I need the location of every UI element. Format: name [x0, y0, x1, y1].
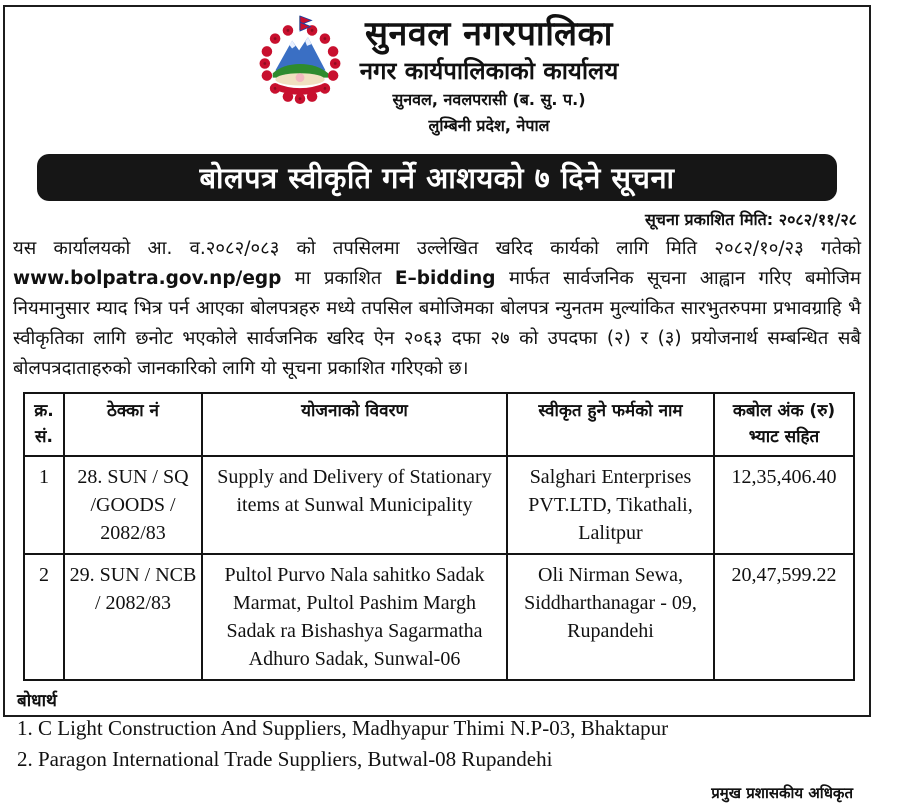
body-text-segment: मा प्रकाशित — [281, 268, 395, 289]
notice-title: बोलपत्र स्वीकृति गर्ने आशयको ७ दिने सूचना — [199, 161, 675, 195]
table-cell-firm: Oli Nirman Sewa, Siddharthanagar - 09, Rupandehi — [507, 554, 714, 680]
notes-list — [17, 714, 863, 774]
table-cell-amount: 20,47,599.22 — [714, 554, 854, 680]
masthead — [11, 10, 863, 150]
note-item: 2. Paragon International Trade Suppliers, Butwal-08 Rupandehi — [17, 747, 553, 772]
note-item: 1. C Light Construction And Suppliers, Madhyapur Thimi N.P-03, Bhaktapur — [17, 715, 669, 740]
body-text-segment: मार्फत सार्वजनिक सूचना आह्वान गरिए बमोजिम नियमानुसार म्याद भित्र पर्न आएका बोलपत्रहरु मध्ये तपसिल बमोजिमका बोलपत्र न्युनतम मुल्यांकित सारभुतरुपमा प्रभावग्राहि भै स्वीकृतिका लागि छनोट भएकोले सार्वजनिक खरिद ऐन २०६३ दफा २७ को उपदफा (२) र (३) प्रयोजनार्थ सम्बन्धित सबै बोलपत्रदाताहरुको जानकारिको लागि यो सूचना प्रकाशित गरिएको छ। — [13, 268, 861, 379]
nepal-government-emblem-icon — [256, 14, 344, 106]
table-header-cell: क्र. सं. — [24, 393, 64, 456]
table-row — [24, 456, 854, 554]
table-body — [24, 456, 854, 680]
table-cell-sn: 1 — [24, 456, 64, 554]
table-header-row — [24, 393, 854, 456]
table-header-cell: स्वीकृत हुने फर्मको नाम — [507, 393, 714, 456]
notice-body-paragraph — [13, 234, 861, 384]
notice-title-banner — [37, 154, 837, 201]
signature-line: प्रमुख प्रशासकीय अधिकृत — [711, 784, 853, 803]
notice-document — [3, 5, 871, 803]
table-header-cell: योजनाको विवरण — [202, 393, 507, 456]
published-date: सूचना प्रकाशित मिति: २०८२/११/२८ — [644, 210, 857, 229]
table-cell-description: Supply and Delivery of Stationary items at Sunwal Municipality — [202, 456, 507, 554]
table-cell-firm: Salghari Enterprises PVT.LTD, Tikathali, Lalitpur — [507, 456, 714, 554]
table-cell-description: Pultol Purvo Nala sahitko Sadak Marmat, Pultol Pashim Margh Sadak ra Bishashya Sagarmatha Adhuro Sadak, Sunwal-06 — [202, 554, 507, 680]
body-bold-segment: www.bolpatra.gov.np/egp — [13, 268, 282, 289]
table-cell-contract-no: 28. SUN / SQ /GOODS / 2082/83 — [64, 456, 202, 554]
address-line: सुनवल, नवलपरासी (ब. सु. प.) — [392, 90, 586, 110]
municipality-name: सुनवल नगरपालिका — [365, 14, 613, 54]
office-name: नगर कार्यपालिकाको कार्यालय — [359, 57, 619, 86]
notes-section — [17, 688, 863, 774]
body-bold-segment: E–bidding — [394, 268, 496, 289]
notes-heading: बोधार्थ — [17, 690, 57, 711]
tender-table — [23, 392, 855, 681]
table-header-cell: ठेक्का नं — [64, 393, 202, 456]
body-text-segment: यस कार्यालयको आ. व.२०८२/०८३ को तपसिलमा उल्लेखित खरिद कार्यको लागि मिति २०८२/१०/२३ गतेको — [13, 238, 861, 259]
table-cell-amount: 12,35,406.40 — [714, 456, 854, 554]
table-cell-sn: 2 — [24, 554, 64, 680]
province-line: लुम्बिनी प्रदेश, नेपाल — [428, 115, 550, 135]
table-cell-contract-no: 29. SUN / NCB / 2082/83 — [64, 554, 202, 680]
table-header-cell: कबोल अंक (रु) भ्याट सहित — [714, 393, 854, 456]
masthead-text — [360, 12, 619, 137]
table-row — [24, 554, 854, 680]
